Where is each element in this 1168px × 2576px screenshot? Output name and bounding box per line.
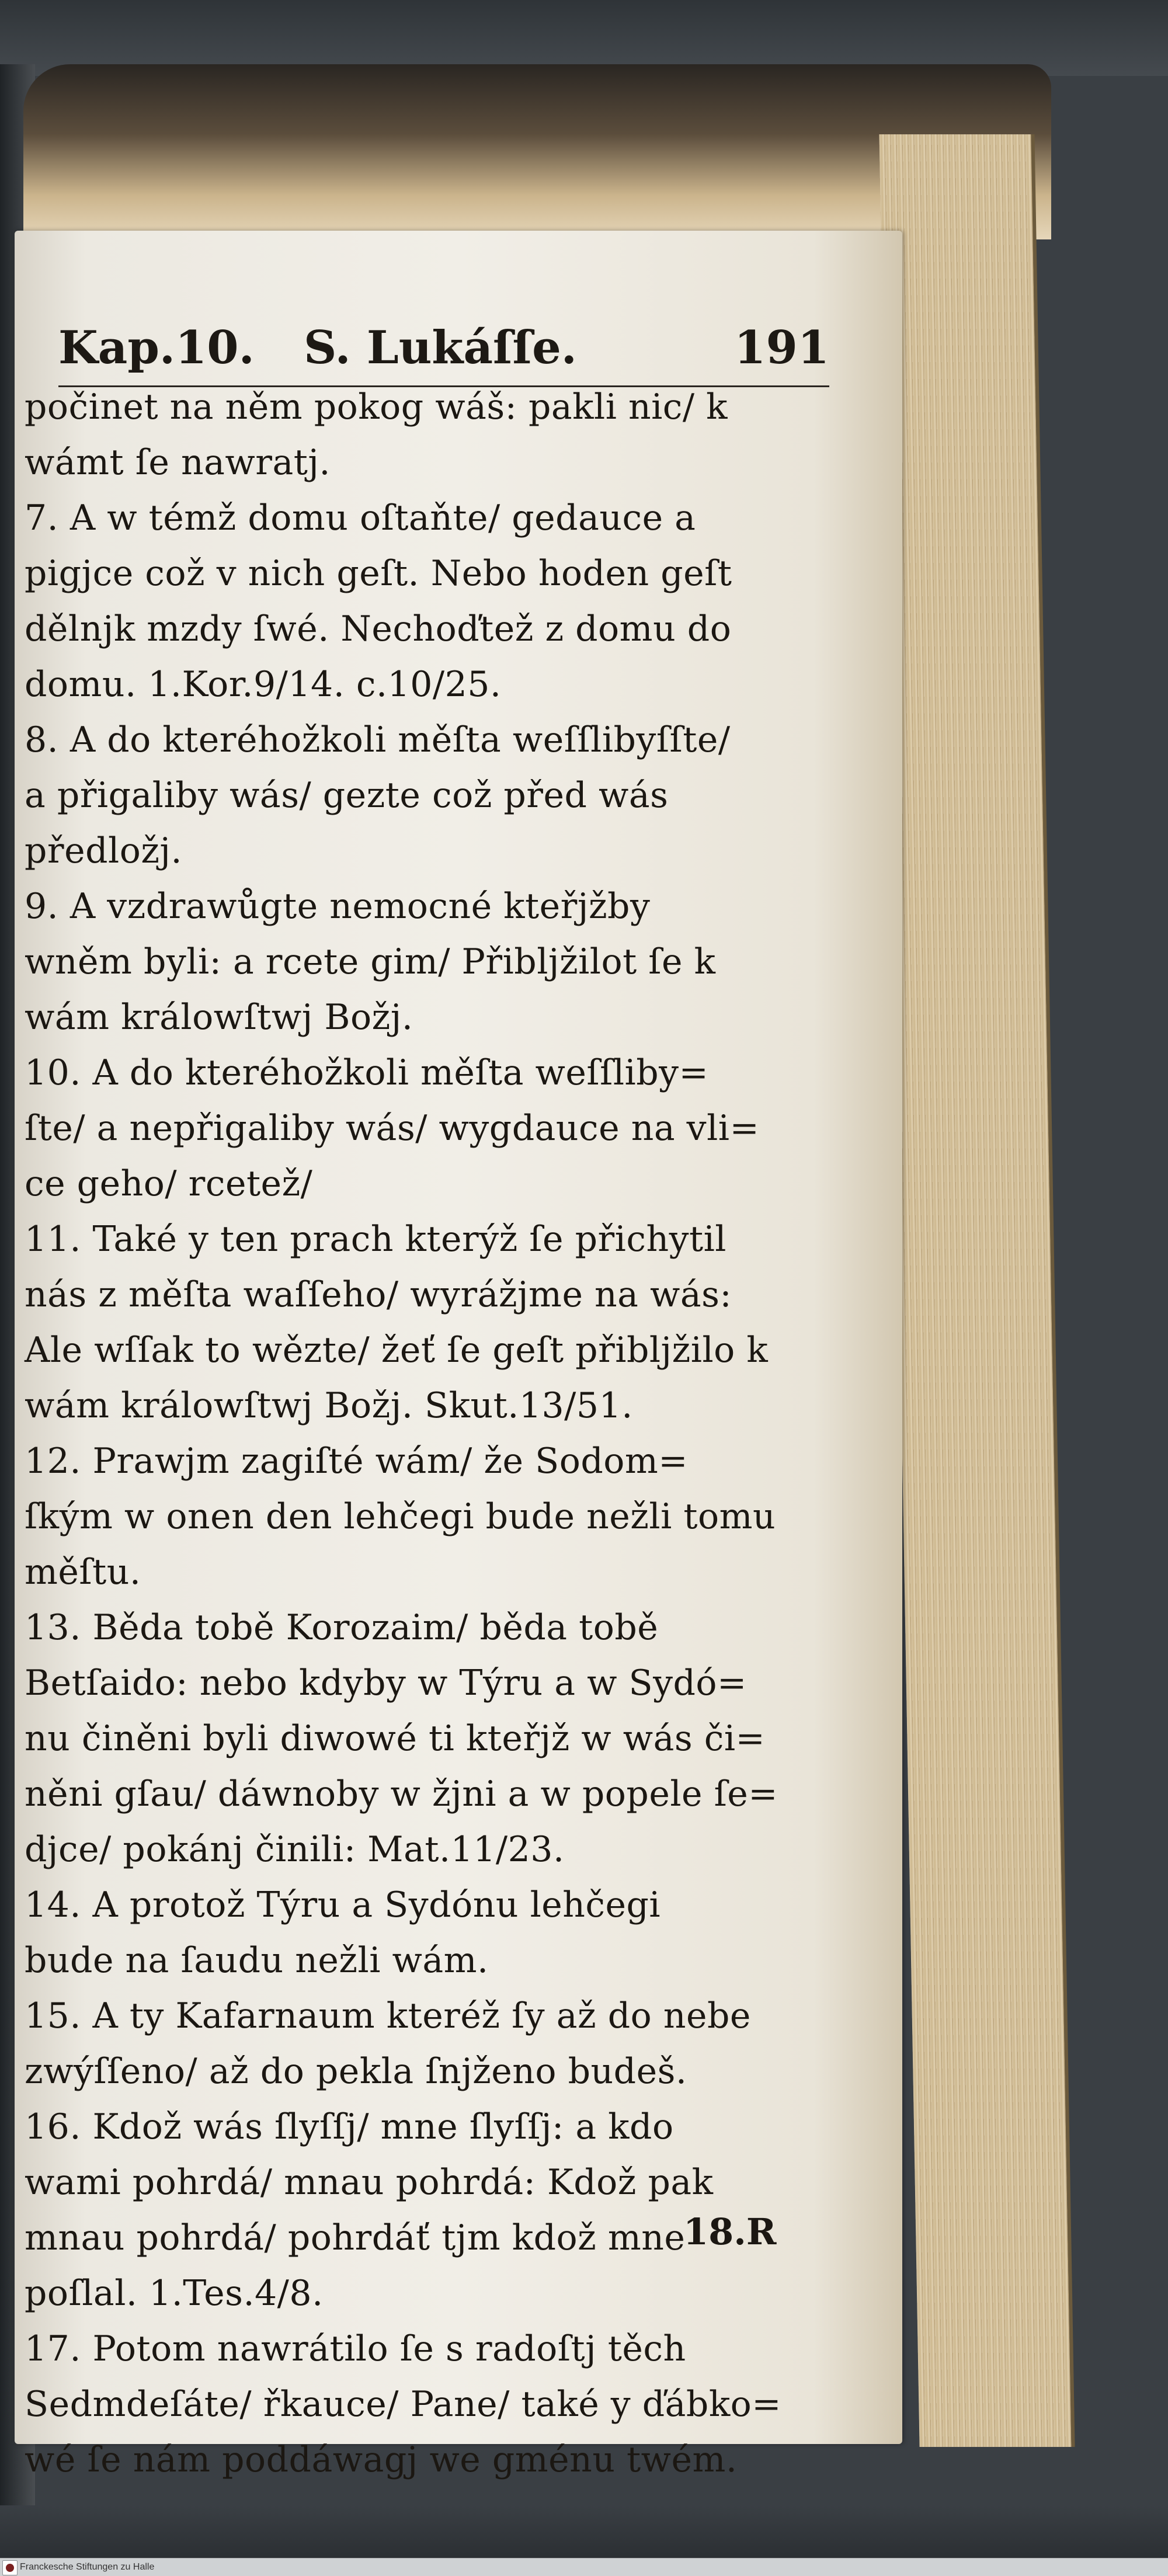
text-line: djce/ pokánj činili: Mat.11/23. (25, 1829, 565, 1870)
text-line: Betſaido: nebo kdyby w Týru a w Sydó= (25, 1663, 747, 1704)
text-line: wámt ſe nawratj. (25, 442, 331, 483)
text-line: zwýſſeno/ až do pekla ſnјženo budeš. (25, 2051, 687, 2092)
text-line: 15. A ty Kafarnaum kteréž ſy až do nebe (25, 1996, 751, 2036)
institution-logo-icon (2, 2560, 18, 2575)
text-line: wé ſe nám poddáwagj we gménu twém. (25, 2439, 738, 2480)
text-line: 14. A protož Týru a Sydónu lehčegi (25, 1885, 661, 1925)
text-line: a přigaliby wás/ gezte což před wás (25, 775, 669, 816)
text-line: Sedmdeſáte/ řkauce/ Pane/ také y ďábko= (25, 2384, 782, 2425)
text-line: nás z měſta waſſeho/ wyrážjme na wás: (25, 1274, 732, 1315)
background-bottom (0, 2505, 1168, 2558)
text-line: mnau pohrdá/ pohrdáť tjm kdož mne (25, 2217, 686, 2258)
text-line: ce geho/ rcetež/ (25, 1163, 313, 1204)
text-line: pigjce což v nich geſt. Nebo hoden geſt (25, 553, 732, 594)
page-number: 191 (734, 321, 829, 374)
catchword: 18.R (683, 2210, 777, 2253)
text-line: wami pohrdá/ mnau pohrdá: Kdož pak (25, 2162, 714, 2203)
text-line: 7. A w témž domu oſtaňte/ gedauce a (25, 498, 696, 538)
gospel-title: S. Lukáſſe. (304, 321, 577, 374)
text-line: 12. Prawjm zagiſté wám/ že Sodom= (25, 1441, 689, 1482)
text-line: dělnjk mzdy ſwé. Nechoďtež z domu do (25, 609, 732, 649)
text-line: 17. Potom nawrátilo ſe s radoſtj těch (25, 2328, 686, 2369)
footer-bar (0, 2558, 1168, 2576)
text-line: ſkým w onen den lehčegi bude nežli tomu (25, 1496, 776, 1537)
body-text (25, 380, 877, 2488)
text-line: předložj. (25, 830, 183, 871)
text-line: ſte/ a nepřigaliby wás/ wygdauce na vli= (25, 1108, 760, 1149)
text-line: domu. 1.Kor.9/14. c.10/25. (25, 664, 502, 705)
text-line: 11. Také y ten prach kterýž ſe přichytil (25, 1219, 726, 1260)
text-line: něni gſau/ dáwnoby w žjni a w popele ſe= (25, 1774, 778, 1814)
text-line: wám králowſtwj Božj. Skut.13/51. (25, 1385, 633, 1426)
chapter-label: Kap.10. (58, 321, 255, 374)
running-header (58, 315, 829, 387)
text-line: nu činěni byli diwowé ti kteřjž w wás či= (25, 1718, 766, 1759)
text-line: 16. Kdož wás ſlyſſj/ mne ſlyſſj: a kdo (25, 2106, 674, 2147)
page-edges (879, 134, 1075, 2447)
text-line: bude na ſaudu nežli wám. (25, 1940, 489, 1981)
text-line: Ale wſſak to wězte/ žeť ſe geſt přiblјžilo k (25, 1330, 769, 1371)
footer-credit: Franckesche Stiftungen zu Halle (20, 2562, 155, 2572)
text-line: 13. Běda tobě Korozaim/ běda tobě (25, 1607, 659, 1648)
text-line: wněm byli: a rcete gim/ Přiblјžilot ſe k (25, 941, 716, 982)
text-line: 9. A vzdrawůgte nemocné kteřjžby (25, 886, 651, 927)
text-line: 10. A do kteréhožkoli měſta weſſliby= (25, 1052, 709, 1093)
text-line: počinet na něm pokog wáš: pakli nic/ k (25, 387, 728, 427)
text-line: wám králowſtwj Božj. (25, 997, 413, 1038)
text-line: měſtu. (25, 1552, 141, 1593)
text-line: poſlal. 1.Tes.4/8. (25, 2273, 324, 2314)
text-line: 8. A do kteréhožkoli měſta weſſlibyſſte/ (25, 719, 731, 760)
